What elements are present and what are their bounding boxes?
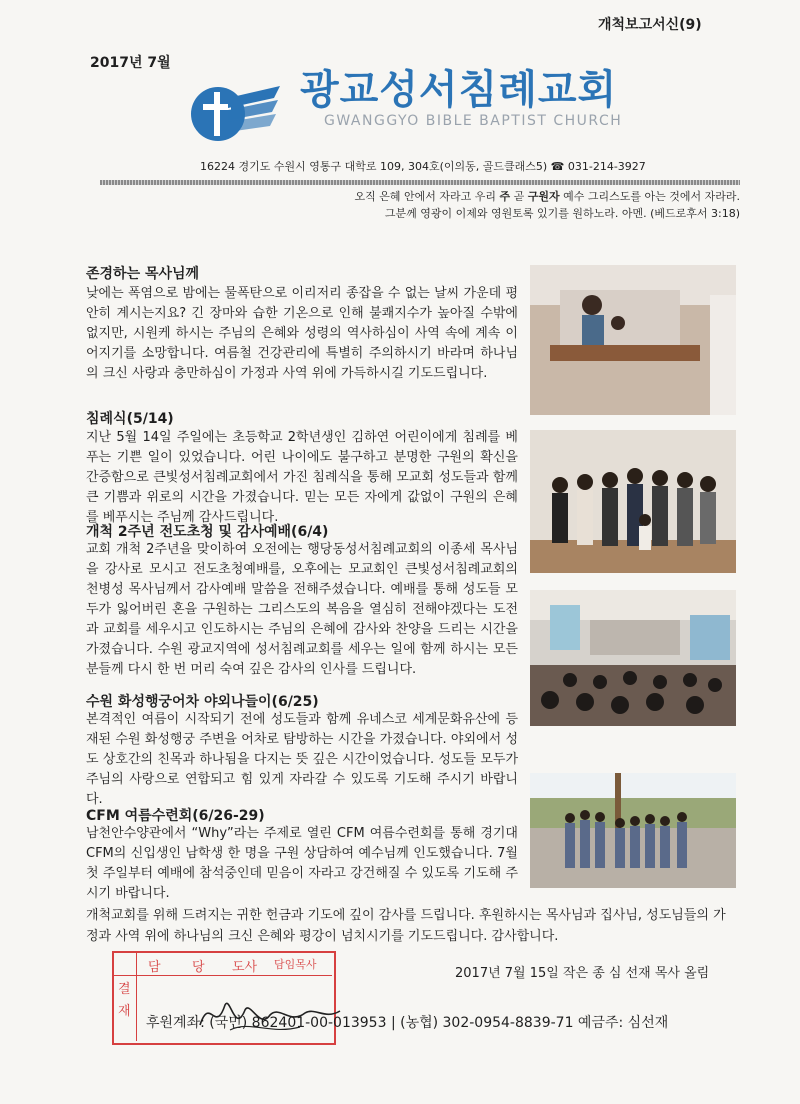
section-title: 존경하는 목사님께 bbox=[86, 266, 200, 282]
church-address: 16224 경기도 수원시 영통구 대학로 109, 304호(이의동, 골드클래스5) ☎ 031-214-3927 bbox=[200, 160, 646, 173]
section-title: 수원 화성행궁어차 야외나들이(6/25) bbox=[86, 694, 319, 710]
photo-baptism bbox=[530, 265, 736, 415]
closing-thanks: 개척교회를 위해 드려지는 귀한 헌금과 기도에 깊이 감사를 드립니다. 후원하시는 목사님과 집사님, 성도님들의 가정과 사역 위에 하나님의 크신 은혜와 평강이 넘치시기를 기도드립니다. 감사합니다. bbox=[86, 908, 726, 944]
section-body: 남천안수양관에서 “Why”라는 주제로 열린 CFM 여름수련회를 통해 경기대 CFM의 신입생인 남학생 한 명을 구원 상담하여 예수님께 인도했습니다. 7월 첫 주일부터 예배에 참석중인데 믿음이 자라고 강건해질 수 있도록 기도해 주시기 바랍니다. bbox=[86, 826, 518, 901]
stamp-cell: 당 bbox=[192, 960, 205, 975]
stamp-cell: 담임목사 bbox=[274, 958, 317, 971]
church-logo-icon bbox=[188, 78, 284, 148]
section-title: 개척 2주년 전도초청 및 감사예배(6/4) bbox=[86, 524, 329, 540]
section-body: 교회 개척 2주년을 맞이하여 오전에는 행당동성서침례교회의 이종세 목사님을 강사로 모시고 전도초청예배를, 오후에는 모교회인 큰빛성서침례교회의 천병성 목사님께서 감사예배 말씀을 전해주셨습니다. 예배를 통해 성도들 모두가 잃어버린 혼을 구원하는 그리스도의 복음을 열심히 전해야겠다는 도전과 교회를 세우시고 인도하시는 주님의 은혜에 감사와 찬양을 드리는 시간을 가졌습니다. 수원 광교지역에 성서침례교회를 세우는 일에 함께 하시는 모든 분들께 다시 한 번 머리 숙여 깊은 감사의 인사를 드립니다. bbox=[86, 542, 518, 677]
section-body: 본격적인 여름이 시작되기 전에 성도들과 함께 유네스코 세계문화유산에 등재된 수원 화성행궁 주변을 어차로 탐방하는 시간을 가졌습니다. 야외에서 성도 상호간의 친목과 하나됨을 다지는 뜻 깊은 시간이었습니다. 성도들 모두가 주님의 사랑으로 연합되고 힘 있게 자라갈 수 있도록 기도해 주시기 바랍니다. bbox=[86, 712, 518, 807]
scripture-verse: 오직 은혜 안에서 자라고 우리 주 곧 구원자 예수 그리스도를 아는 것에서 자라라. 그분께 영광이 이제와 영원토록 있기를 원하노라. 아멘. (베드로후서 3:18) bbox=[354, 190, 740, 220]
stamp-side-label: 결재 bbox=[118, 982, 131, 1019]
issue-date: 2017년 7월 bbox=[90, 55, 171, 71]
stamp-cell: 담 bbox=[148, 960, 161, 975]
header-divider bbox=[100, 180, 740, 185]
church-name-english: GWANGGYO BIBLE BAPTIST CHURCH bbox=[324, 113, 623, 129]
signoff: 2017년 7월 15일 작은 종 심 선재 목사 올림 bbox=[455, 966, 710, 981]
donation-account: 후원계좌: (국민) 862401-00-013953 | (농협) 302-0954-8839-71 예금주: 심선재 bbox=[146, 1015, 669, 1031]
section-title: 침례식(5/14) bbox=[86, 411, 174, 427]
photo-outdoor-group bbox=[530, 773, 736, 888]
photo-group-formal bbox=[530, 430, 736, 573]
section-body: 낮에는 폭염으로 밤에는 물폭탄으로 이리저리 종잡을 수 없는 날씨 가운데 평안히 계시는지요? 긴 장마와 습한 기온으로 인해 불쾌지수가 높아질 수밖에 없지만, 시원케 하시는 주님의 은혜와 성령의 역사하심이 사역 속에 계속 이어지기를 소망합니다. 여름철 건강관리에 특별히 주의하시기 바라며 하나님의 크신 사랑과 충만하심이 가정과 사역 위에 가득하시길 기도드립니다. bbox=[86, 286, 518, 381]
photo-worship-service bbox=[530, 590, 736, 726]
section-body: 지난 5월 14일 주일에는 초등학교 2학년생인 김하연 어린이에게 침례를 베푸는 기쁜 일이 있었습니다. 어린 나이에도 불구하고 분명한 구원의 확신을 간증함으로 큰빛성서침례교회에서 가진 침례식을 통해 모교회 성도들과 함께 큰 기쁨과 위로의 시간을 가졌습니다. 믿는 모든 자에게 값없이 구원의 은혜를 베푸시는 주님께 감사드립니다. bbox=[86, 430, 518, 525]
newsletter-series: 개척보고서신(9) bbox=[598, 17, 702, 33]
church-name: 광교성서침례교회 bbox=[300, 67, 618, 113]
section-title: CFM 여름수련회(6/26-29) bbox=[86, 808, 265, 824]
stamp-cell: 도사 bbox=[232, 960, 258, 975]
